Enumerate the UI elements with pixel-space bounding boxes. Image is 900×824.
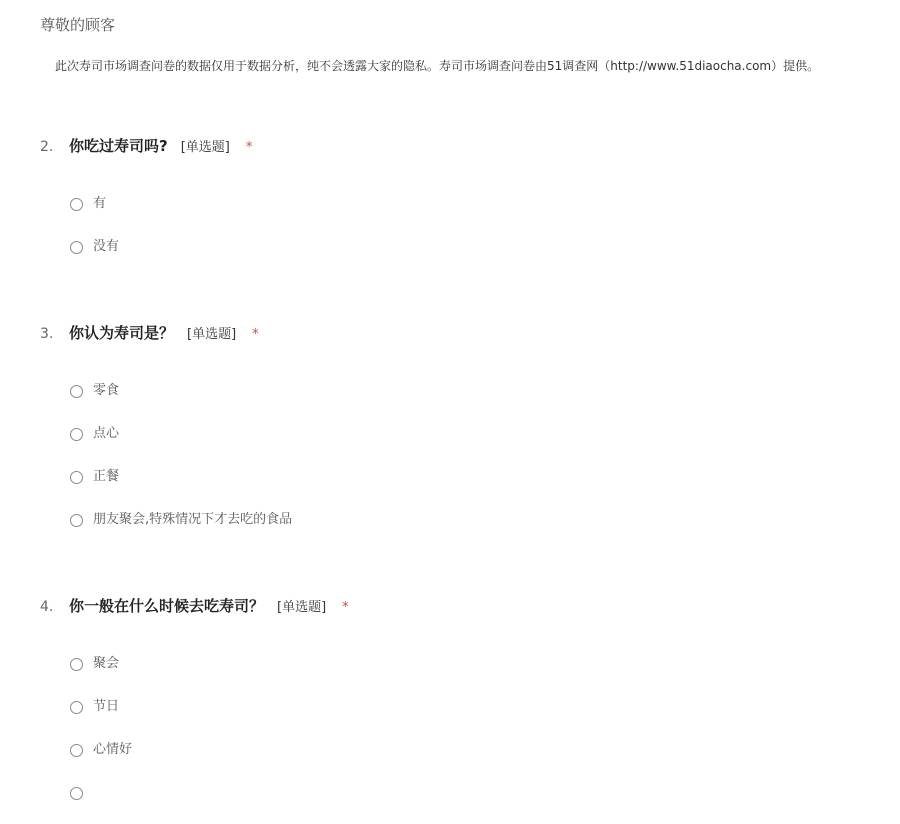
option-label[interactable]: 正餐 (93, 469, 120, 484)
options-list (70, 379, 292, 551)
required-marker: * (342, 600, 349, 615)
question-title: 你吃过寿司吗? (69, 137, 168, 155)
option-dianxin[interactable] (70, 422, 292, 465)
option-cut-off[interactable] (70, 781, 132, 824)
option-meiyou[interactable] (70, 235, 119, 278)
question-4 (40, 594, 880, 757)
question-title: 你认为寿司是？ (69, 324, 175, 342)
radio-button[interactable] (70, 658, 83, 671)
question-number: 4. (40, 599, 54, 615)
option-label[interactable]: 聚会 (93, 656, 120, 671)
option-jieri[interactable] (70, 695, 132, 738)
greeting: 尊敬的顾客 (40, 16, 116, 34)
question-type-label: [单选题] (277, 600, 327, 615)
question-header (40, 594, 880, 618)
question-number: 2. (40, 139, 54, 155)
radio-button[interactable] (70, 198, 83, 211)
option-xinqinghao[interactable] (70, 738, 132, 781)
required-marker: * (245, 140, 253, 155)
question-3 (40, 321, 880, 527)
radio-button[interactable] (70, 744, 83, 757)
required-marker: * (252, 327, 259, 342)
radio-button[interactable] (70, 428, 83, 441)
option-you[interactable] (70, 192, 119, 235)
option-lingshi[interactable] (70, 379, 292, 422)
question-number: 3. (40, 326, 54, 342)
option-label[interactable]: 点心 (93, 426, 120, 441)
question-header (40, 134, 880, 158)
radio-button[interactable] (70, 241, 83, 254)
option-label[interactable]: 有 (93, 196, 107, 211)
radio-button[interactable] (70, 471, 83, 484)
radio-button[interactable] (70, 385, 83, 398)
option-juhui[interactable] (70, 652, 132, 695)
question-header (40, 321, 880, 345)
option-label[interactable]: 零食 (93, 383, 120, 398)
question-2 (40, 134, 880, 254)
option-label[interactable]: 节日 (93, 699, 120, 714)
question-title: 你一般在什么时候去吃寿司？ (69, 597, 265, 615)
option-label[interactable]: 没有 (93, 239, 120, 254)
option-label[interactable]: 朋友聚会,特殊情况下才去吃的食品 (93, 512, 293, 527)
survey-intro: 此次寿司市场调查问卷的数据仅用于数据分析，纯不会透露大家的隐私。寿司市场调查问卷由51调查网（http://www.51diaocha.com）提供。 (55, 59, 820, 73)
radio-button[interactable] (70, 701, 83, 714)
question-type-label: [单选题] (187, 327, 237, 342)
question-type-label: [单选题] (180, 140, 230, 155)
option-pengyou-juhui[interactable] (70, 508, 292, 551)
options-list (70, 192, 119, 278)
option-zhengcan[interactable] (70, 465, 292, 508)
options-list (70, 652, 132, 824)
option-label[interactable]: 心情好 (93, 742, 133, 757)
radio-button[interactable] (70, 787, 83, 800)
radio-button[interactable] (70, 514, 83, 527)
